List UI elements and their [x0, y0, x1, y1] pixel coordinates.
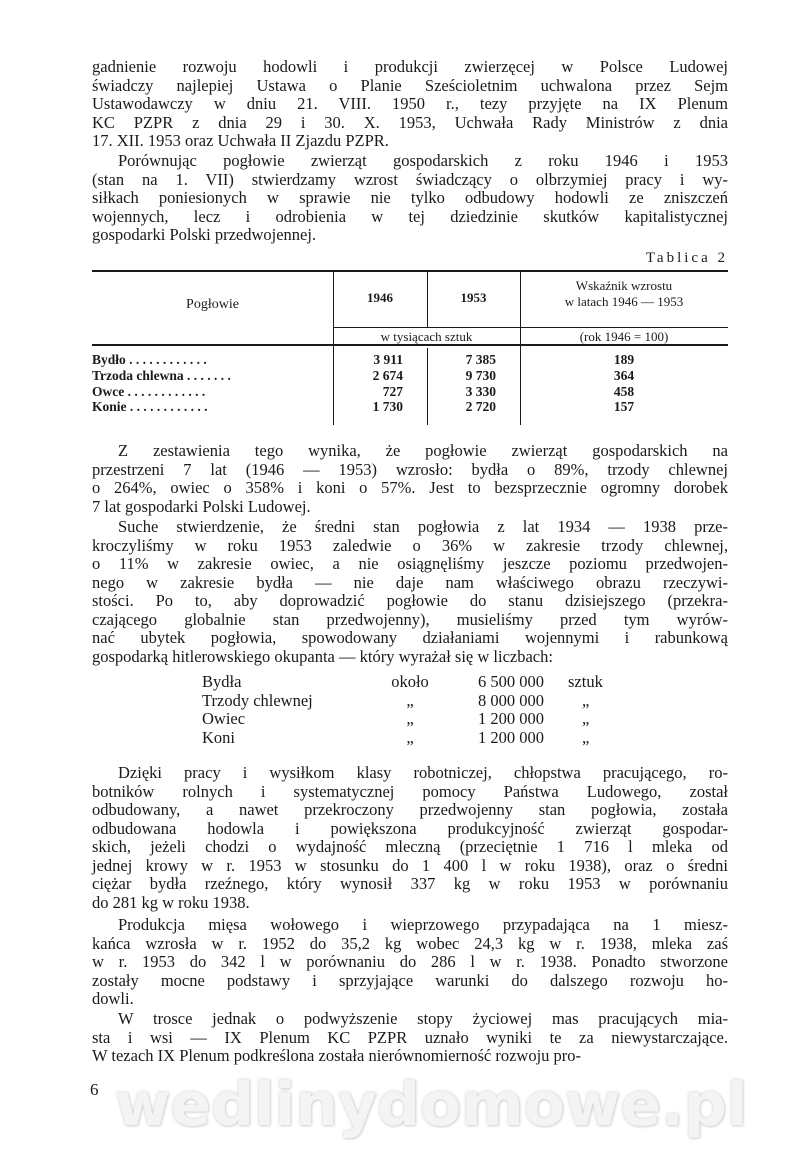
cell-1946: 727 [382, 383, 403, 399]
cell-index: 458 [613, 383, 635, 399]
cell-1953: 9 730 [465, 367, 496, 383]
text-line: siłkach poniesionych w sprawie nie tylko odbudowy hodowli ze zniszczeń [92, 188, 728, 207]
text-line: Porównując pogłowie zwierząt gospodarskich z roku 1946 i 1953 [118, 151, 728, 170]
loss-name: Owiec [202, 709, 246, 728]
row-label: Bydło . . . . . . . . . . . . [92, 352, 207, 367]
loss-value: 1 200 000 [478, 709, 544, 728]
header-units: w tysiącach sztuk [380, 329, 473, 344]
loss-qualifier: „ [406, 690, 414, 710]
table-top-rule [92, 270, 728, 272]
paragraph-comparison [92, 152, 728, 245]
header-index-1: Wskaźnik wzrostu [575, 278, 673, 293]
paragraph-losses-intro [92, 518, 728, 666]
text-line: odbudowana hodowla i powiększona produkcyjność zwierząt gospodar- [92, 818, 728, 838]
header-1946: 1946 [367, 290, 393, 305]
text-line: jednej krowy w r. 1953 w stosunku do 1 400 l w roku 1938), oraz o średni [92, 855, 728, 875]
loss-value: 8 000 000 [478, 690, 544, 710]
text-line: botników rolnych i systematycznej pomocy Państwa Ludowego, został [92, 781, 728, 801]
cell-index: 157 [613, 399, 635, 415]
paragraph-production [92, 916, 728, 1009]
table-header-rule [92, 344, 728, 346]
text-line: dowli. [92, 989, 134, 1008]
text-line: o 264%, owiec o 358% i koni o 57%. Jest to bezsprzecznie ogromny dorobek [92, 478, 728, 497]
loss-qualifier: „ [406, 709, 414, 728]
page-number: 6 [90, 1080, 99, 1099]
row-label: Konie . . . . . . . . . . . . [92, 399, 208, 415]
loss-name: Koni [202, 727, 235, 747]
loss-name: Trzody chlewnej [202, 690, 313, 710]
text-line: nać ubytek pogłowia, spowodowany działaniami wojennymi i rabunkową [92, 628, 728, 647]
header-1953: 1953 [460, 290, 487, 305]
watermark: wedlinydomowe.pl [115, 1070, 748, 1140]
paragraph-reconstruction [92, 764, 728, 912]
text-line: przestrzeni 7 lat (1946 — 1953) wzrosło: bydła o 89%, trzody chlewnej [92, 459, 728, 479]
loss-name: Bydła [202, 672, 242, 691]
loss-qualifier: około [391, 672, 429, 691]
text-line: gadnienie rozwoju hodowli i produkcji zwierzęcej w Polsce Ludowej [92, 57, 728, 76]
text-line: Suche stwierdzenie, że średni stan pogłowia z lat 1934 — 1938 prze- [118, 517, 728, 536]
text-line: czającego globalnie stan przedwojenny), musieliśmy przed tym wyrów- [92, 609, 728, 629]
text-line: ciężar bydła rzeźnego, który wynosił 337 kg w roku 1953 w porównaniu [92, 874, 728, 893]
table-caption: Tablica 2 [645, 250, 728, 266]
text-line: 17. XII. 1953 oraz Uchwała II Zjazdu PZPR. [92, 131, 389, 150]
text-line: W tezach IX Plenum podkreślona została nierównomierność rozwoju pro- [92, 1046, 582, 1065]
text-line: nego w zakresie bydła — nie daje nam właściwego obrazu rzeczywi- [92, 572, 728, 592]
text-line: gospodarki Polski przedwojennej. [92, 225, 317, 244]
text-line: odbudowany, a nawet przekroczony przedwojenny stan pogłowia, została [92, 800, 728, 819]
text-line: gospodarką hitlerowskiego okupanta — który wyrażał się w liczbach: [92, 646, 553, 666]
header-base: (rok 1946 = 100) [579, 329, 669, 344]
text-line: do 281 kg w roku 1938. [92, 892, 250, 912]
cell-1953: 2 720 [465, 399, 496, 415]
cell-1953: 3 330 [465, 383, 496, 399]
text-line: (stan na 1. VII) stwierdzamy wzrost świadczący o olbrzymiej pracy i wy- [92, 169, 728, 189]
loss-unit: „ [582, 709, 590, 728]
cell-index: 364 [613, 367, 635, 383]
text-line: w r. 1953 do 342 l w porównaniu do 286 l w r. 1938. Ponadto stworzone [92, 952, 728, 971]
paragraph-plenum [92, 1010, 728, 1066]
paragraph-intro [92, 58, 728, 151]
text-line: KC PZPR z dnia 29 i 30. X. 1953, Uchwała Rady Ministrów z dnia [92, 112, 728, 132]
text-line: zostały mocne podstawy i sprzyjające warunki do dalszego rozwoju ho- [92, 970, 728, 990]
row-label: Trzoda chlewna . . . . . . . [92, 367, 231, 383]
row-label: Owce . . . . . . . . . . . . [92, 383, 206, 399]
text-line: skich, jeżeli chodzi o wydajność mleczną (przeciętnie 1 716 l mleka od [92, 837, 728, 856]
text-line: świadczy najlepiej Ustawa o Planie Sześcioletnim uchwalona przez Sejm [92, 75, 728, 95]
text-line: stości. Po to, aby doprowadzić pogłowie do stanu dzisiejszego (przekra- [92, 591, 728, 610]
text-line: Produkcja mięsa wołowego i wieprzowego przypadająca na 1 miesz- [118, 915, 728, 934]
cell-1946: 2 674 [372, 367, 403, 383]
loss-unit: sztuk [568, 672, 603, 691]
text-line: kroczyliśmy w roku 1953 zaledwie o 36% w zakresie trzody chlewnej, [92, 535, 728, 555]
cell-index: 189 [613, 352, 635, 367]
cell-1953: 7 385 [465, 352, 496, 367]
text-line: o 11% w zakresie owiec, a nie osiągnęliśmy jeszcze poziomu przedwojen- [92, 554, 728, 573]
loss-value: 6 500 000 [478, 672, 544, 691]
loss-value: 1 200 000 [478, 727, 544, 747]
table-sub-rule [333, 327, 728, 328]
text-line: W trosce jednak o podwyższenie stopy życiowej mas pracujących mia- [118, 1009, 728, 1028]
cell-1946: 1 730 [372, 399, 403, 415]
loss-unit: „ [582, 727, 590, 747]
cell-1946: 3 911 [373, 352, 403, 367]
header-poglowie: Pogłowie [186, 297, 239, 312]
text-line: sta i wsi — IX Plenum KC PZPR uznało wyniki te za niewystarczające. [92, 1027, 728, 1047]
loss-unit: „ [582, 690, 590, 710]
header-index-2: w latach 1946 — 1953 [564, 294, 684, 309]
text-line: kańca wzrosła w r. 1952 do 35,2 kg wobec 24,3 kg w r. 1938, mleka zaś [92, 933, 728, 953]
paragraph-summary [92, 442, 728, 516]
text-line: wojennych, lecz i odrobienia w tej dziedzinie skutków kapitalistycznej [92, 206, 728, 226]
loss-qualifier: „ [406, 727, 414, 747]
text-line: Dzięki pracy i wysiłkom klasy robotniczej, chłopstwa pracującego, ro- [118, 763, 728, 782]
text-line: 7 lat gospodarki Polski Ludowej. [92, 496, 311, 516]
text-line: Z zestawienia tego wynika, że pogłowie zwierząt gospodarskich na [118, 441, 728, 460]
text-line: Ustawodawczy w dniu 21. VIII. 1950 r., tezy przyjęte na IX Plenum [92, 94, 728, 113]
